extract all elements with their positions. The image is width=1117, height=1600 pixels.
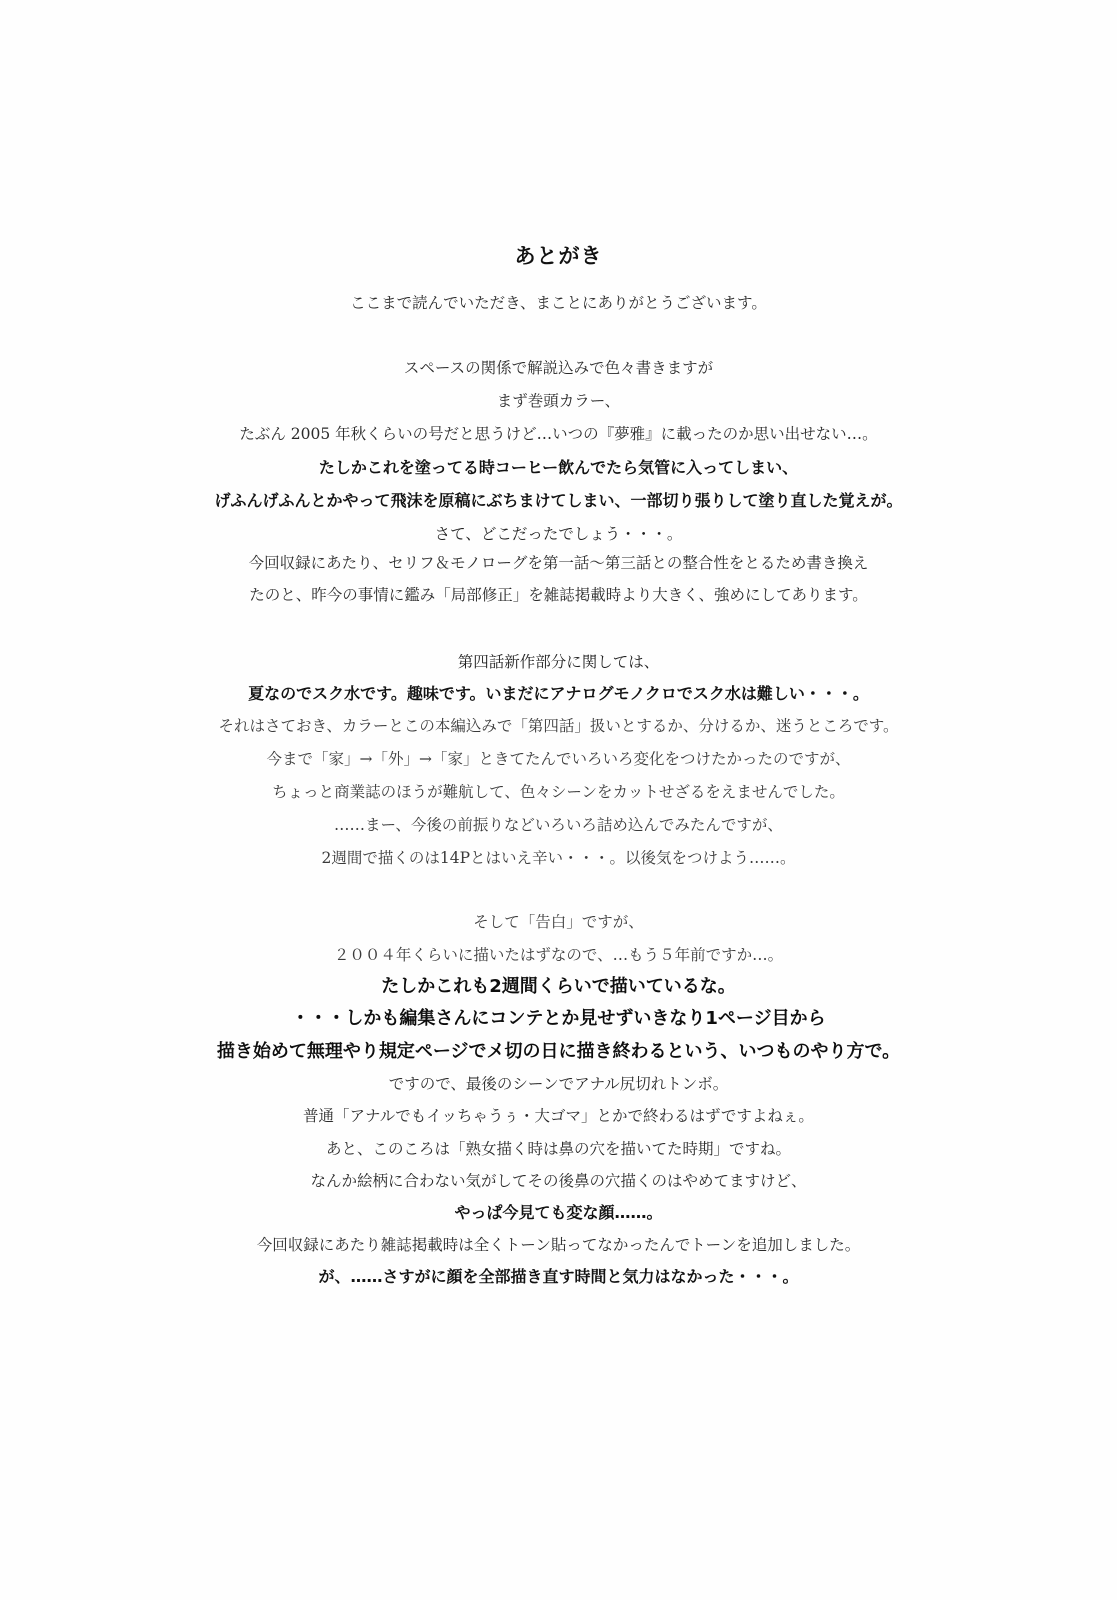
text-line: げふんげふんとかやって飛沫を原稿にぶちまけてしまい、一部切り張りして塗り直した覚えが。 — [214, 491, 903, 510]
text-line: たしかこれも2週間くらいで描いているな。 — [381, 976, 736, 997]
text-line: なんか絵柄に合わない気がしてその後鼻の穴描くのはやめてますけど、 — [310, 1172, 807, 1190]
text-line: 今回収録にあたり、セリフ＆モノローグを第一話～第三話との整合性をとるため書き換え — [248, 554, 869, 572]
text-line: たしかこれを塗ってる時コーヒー飲んでたら気管に入ってしまい、 — [318, 458, 799, 477]
text-line: スペースの関係で解説込みで色々書きますが — [403, 359, 714, 377]
text-line: ですので、最後のシーンでアナル尻切れトンボ。 — [388, 1075, 729, 1093]
text-line: 今まで「家」→「外」→「家」ときてたんでいろいろ変化をつけたかったのですが、 — [266, 750, 851, 768]
text-line: たぶん 2005 年秋くらいの号だと思うけど…いつの『夢雅』に載ったのか思い出せない…。 — [239, 425, 878, 443]
text-line: さて、どこだったでしょう・・・。 — [434, 525, 683, 543]
text-line: が、……さすがに顔を全部描き直す時間と気力はなかった・・・。 — [318, 1267, 799, 1286]
text-line: あと、このころは「熟女描く時は鼻の穴を描いてた時期」ですね。 — [325, 1140, 791, 1158]
text-line: それはさておき、カラーとこの本編込みで「第四話」扱いとするか、分けるか、迷うところです。 — [218, 717, 899, 735]
text-line: ここまで読んでいただき、まことにありがとうございます。 — [350, 294, 767, 312]
text-line: 普通「アナルでもイッちゃうぅ・大ゴマ」とかで終わるはずですよねぇ。 — [303, 1107, 814, 1125]
text-line: ……まー、今後の前振りなどいろいろ詰め込んでみたんですが、 — [334, 816, 783, 834]
afterword-title: あとがき — [514, 244, 603, 268]
text-line: ・・・しかも編集さんにコンテとか見せずいきなり1ページ目から — [291, 1008, 826, 1029]
text-line: たのと、昨今の事情に鑑み「局部修正」を雑誌掲載時より大きく、強めにしてあります。 — [249, 586, 868, 604]
text-line: やっぱ今見ても変な顔……。 — [454, 1203, 663, 1222]
text-line: 第四話新作部分に関しては、 — [457, 653, 660, 671]
text-line: ２００４年くらいに描いたはずなので、…もう５年前ですか…。 — [333, 946, 784, 964]
text-line: 夏なのでスク水です。趣味です。いまだにアナログモノクロでスク水は難しい・・・。 — [248, 684, 869, 703]
text-line: 今回収録にあたり雑誌掲載時は全くトーン貼ってなかったんでトーンを追加しました。 — [256, 1236, 861, 1254]
text-line: 2週間で描くのは14Pとはいえ辛い・・・。以後気をつけよう……。 — [321, 849, 796, 867]
text-line: 描き始めて無理やり規定ページでメ切の日に描き終わるという、いつものやり方で。 — [216, 1041, 901, 1062]
text-line: まず巻頭カラー、 — [496, 392, 621, 410]
text-line: ちょっと商業誌のほうが難航して、色々シーンをカットせざるをえませんでした。 — [272, 783, 845, 801]
text-line: そして「告白」ですが、 — [473, 913, 644, 931]
